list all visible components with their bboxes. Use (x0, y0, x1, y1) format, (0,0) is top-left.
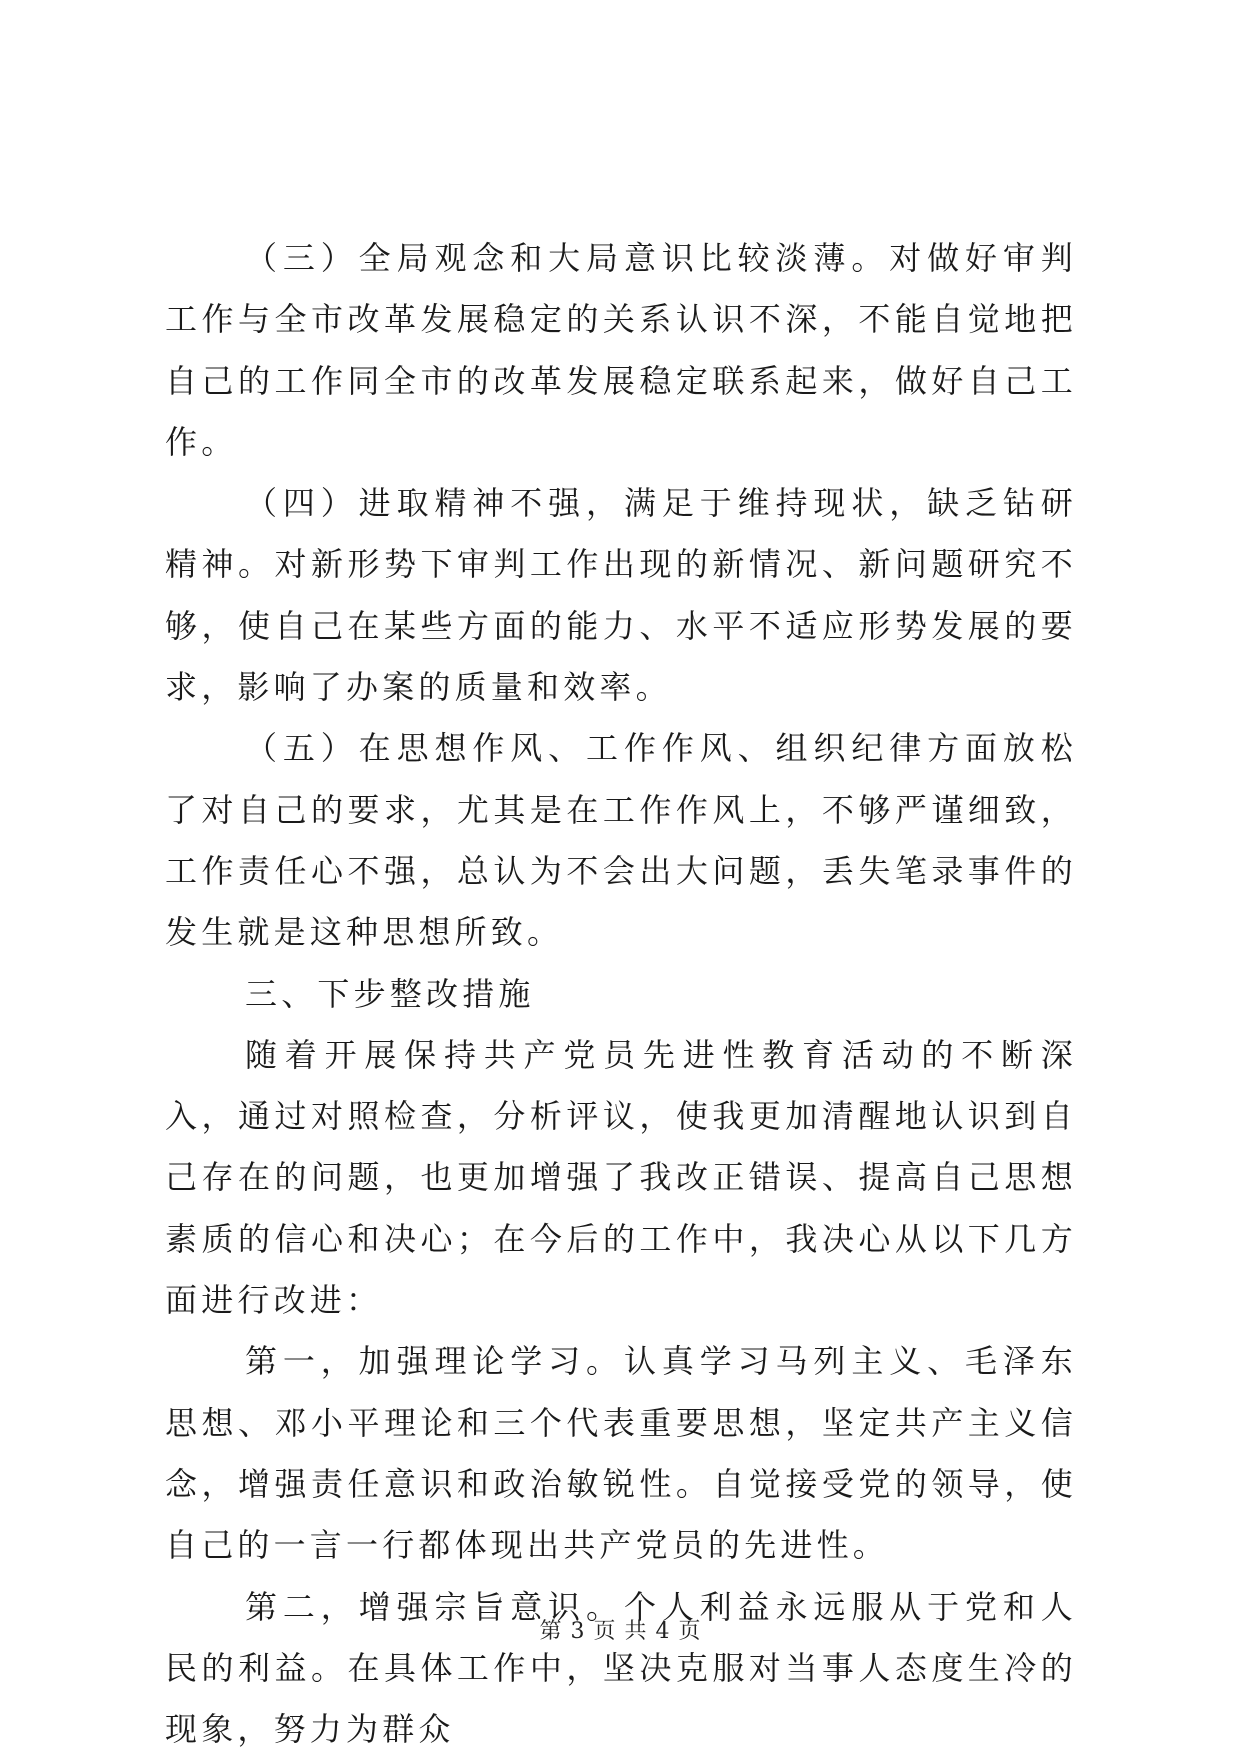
paragraph-intro-rectification: 随着开展保持共产党员先进性教育活动的不断深入，通过对照检查，分析评议，使我更加清醒地认识到自己存在的问题，也更加增强了我改正错误、提高自己思想素质的信心和决心；在今后的工作中，我决心从以下几方面进行改进： (165, 1035, 1077, 1320)
paragraph-point-five: （五）在思想作风、工作作风、组织纪律方面放松了对自己的要求，尤其是在工作作风上，不够严谨细致，工作责任心不强，总认为不会出大问题，丢失笔录事件的发生就是这种思想所致。 (165, 729, 1077, 952)
paragraph-point-four: （四）进取精神不强，满足于维持现状，缺乏钻研精神。对新形势下审判工作出现的新情况、新问题研究不够，使自己在某些方面的能力、水平不适应形势发展的要求，影响了办案的质量和效率。 (165, 484, 1077, 707)
page-number-footer: 第 3 页 共 4 页 (539, 1619, 702, 1644)
document-body (165, 228, 1077, 1760)
section-heading-rectification: 三、下步整改措施 (245, 974, 535, 1013)
paragraph-first-measure: 第一，加强理论学习。认真学习马列主义、毛泽东思想、邓小平理论和三个代表重要思想，坚定共产主义信念，增强责任意识和政治敏锐性。自觉接受党的领导，使自己的一言一行都体现出共产党员的先进性。 (165, 1342, 1077, 1565)
paragraph-point-three: （三）全局观念和大局意识比较淡薄。对做好审判工作与全市改革发展稳定的关系认识不深，不能自觉地把自己的工作同全市的改革发展稳定联系起来，做好自己工作。 (165, 239, 1077, 461)
paragraph-second-measure: 第二，增强宗旨意识。个人利益永远服从于党和人民的利益。在具体工作中，坚决克服对当事人态度生冷的现象，努力为群众 (165, 1587, 1077, 1749)
